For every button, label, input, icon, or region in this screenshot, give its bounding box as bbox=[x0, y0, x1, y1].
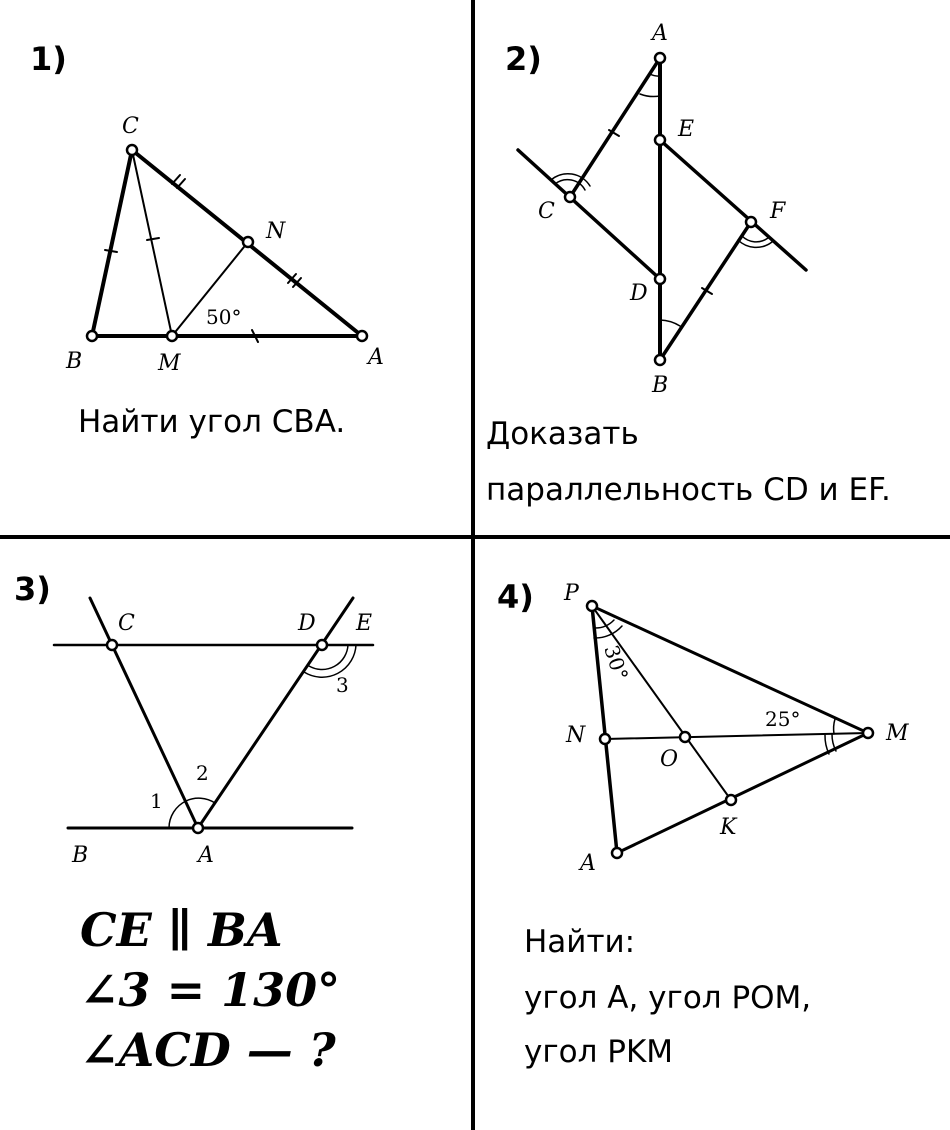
problem-4 bbox=[497, 578, 909, 1070]
point-label-m: M bbox=[886, 721, 909, 746]
angle-number-2: 2 bbox=[196, 761, 209, 785]
point-label-c: C bbox=[122, 114, 139, 139]
problem-3-number: 3) bbox=[14, 570, 51, 608]
point-label-p: P bbox=[564, 581, 579, 606]
problem-3 bbox=[14, 570, 373, 1077]
angle-label-30: 30° bbox=[599, 642, 634, 684]
point-label-d: D bbox=[298, 611, 316, 636]
given-angle-3: ∠3 = 130° bbox=[80, 963, 341, 1017]
problem-1-task: Найти угол CBA. bbox=[78, 404, 346, 440]
point-label-n: N bbox=[566, 723, 586, 748]
point-label-a: A bbox=[580, 851, 596, 876]
point-label-d: D bbox=[630, 281, 648, 306]
point-label-a: A bbox=[652, 21, 668, 46]
problem-2-task-line-2: параллельность CD и EF. bbox=[486, 472, 891, 508]
point-label-m: M bbox=[158, 351, 181, 376]
given-parallel: CE ∥ BA bbox=[80, 903, 283, 957]
point-label-a: A bbox=[198, 843, 214, 868]
problem-4-task-line-1: Найти: bbox=[524, 924, 636, 960]
point-label-e: E bbox=[356, 611, 373, 636]
point-label-b: B bbox=[72, 843, 89, 868]
point-label-a: A bbox=[368, 345, 384, 370]
problem-4-number: 4) bbox=[497, 578, 534, 616]
point-label-c: C bbox=[538, 199, 555, 224]
problem-2 bbox=[486, 21, 891, 508]
problem-4-task-line-3: угол PKM bbox=[524, 1034, 674, 1070]
point-label-e: E bbox=[678, 117, 695, 142]
problem-1 bbox=[30, 40, 384, 440]
point-label-o: O bbox=[660, 747, 679, 772]
angle-label-50: 50° bbox=[206, 305, 242, 329]
problem-2-number: 2) bbox=[505, 40, 542, 78]
question-angle-acd: ∠ACD — ? bbox=[80, 1023, 336, 1077]
problem-2-figure bbox=[518, 53, 806, 365]
problem-4-task-line-2: угол A, угол POM, bbox=[524, 980, 812, 1016]
problem-1-number: 1) bbox=[30, 40, 67, 78]
point-label-b: B bbox=[66, 349, 83, 374]
angle-number-3: 3 bbox=[336, 673, 349, 697]
angle-label-25: 25° bbox=[765, 707, 801, 731]
point-label-n: N bbox=[266, 219, 286, 244]
point-label-c: C bbox=[118, 611, 135, 636]
angle-number-1: 1 bbox=[150, 789, 163, 813]
point-label-k: K bbox=[720, 815, 737, 840]
problem-2-task-line-1: Доказать bbox=[486, 416, 639, 452]
point-label-b: B bbox=[652, 373, 669, 398]
problem-3-figure bbox=[54, 598, 373, 833]
point-label-f: F bbox=[770, 199, 786, 224]
